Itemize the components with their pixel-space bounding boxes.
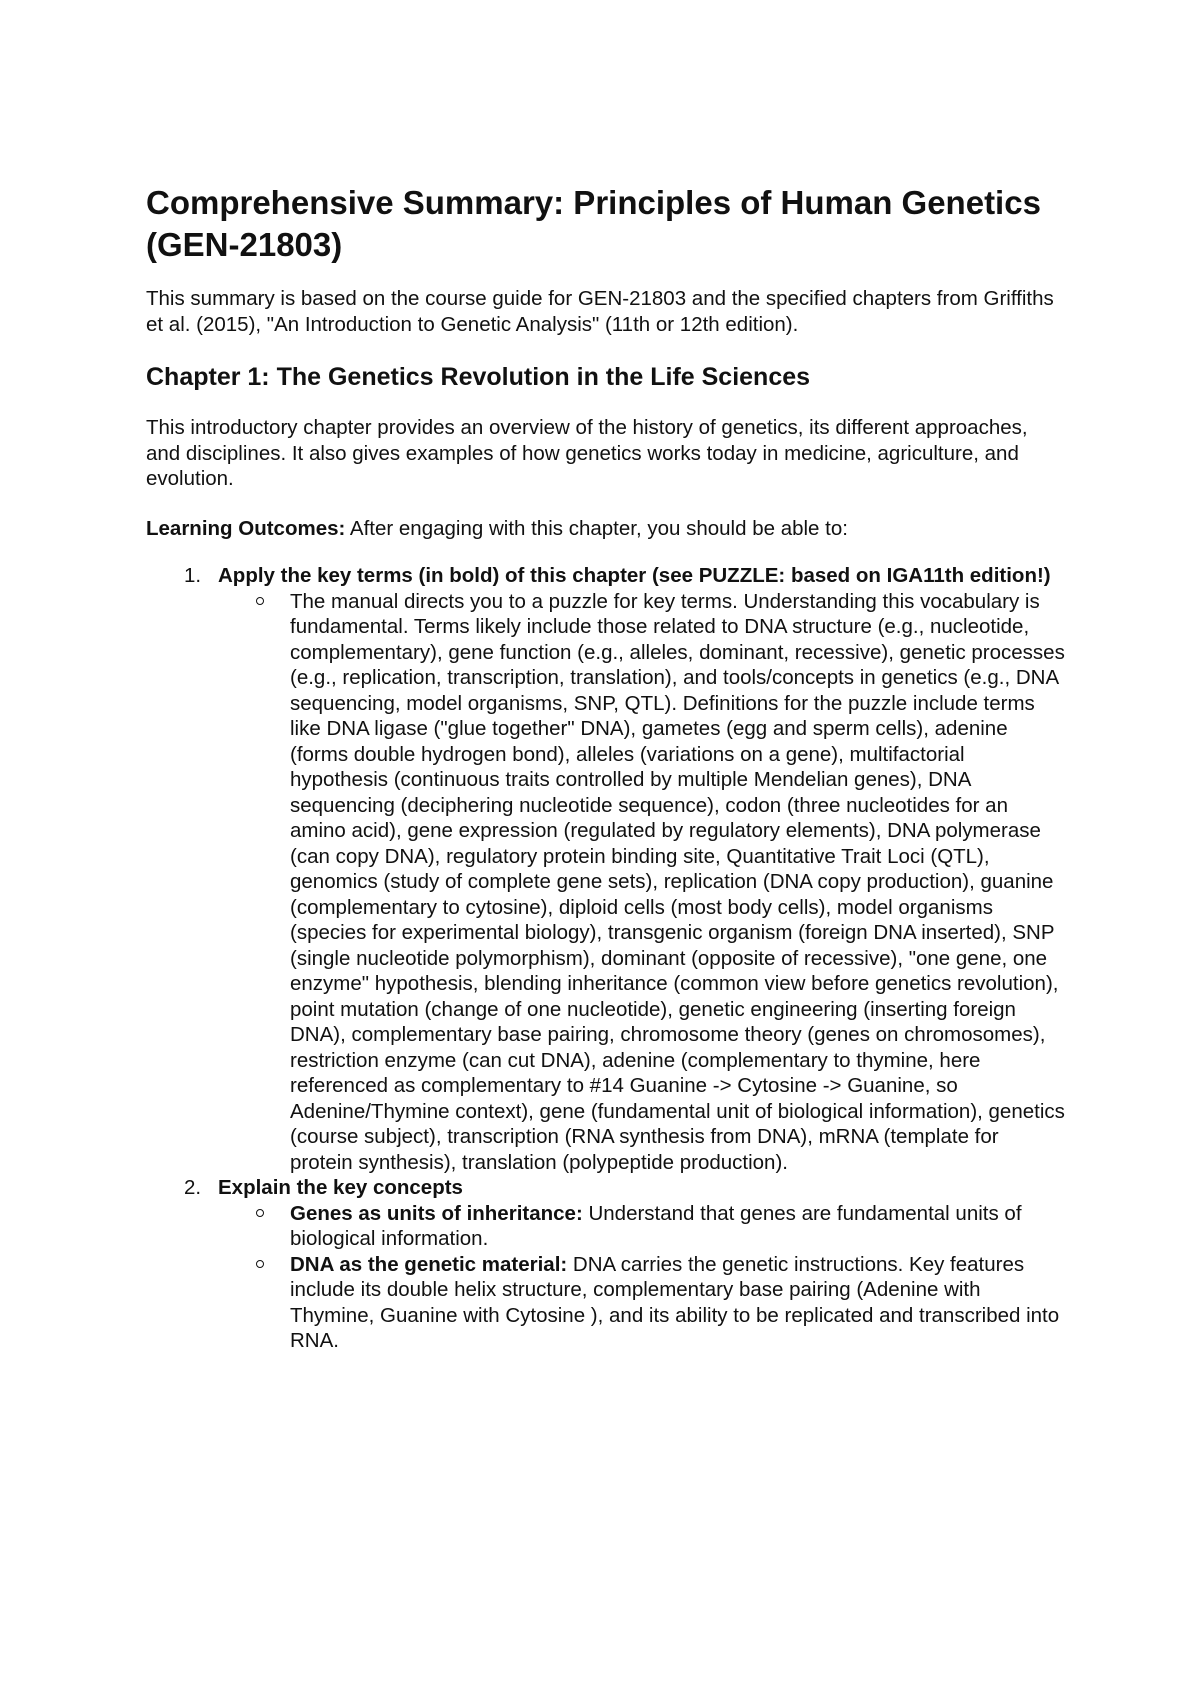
chapter-heading: Chapter 1: The Genetics Revolution in the Life Sciences <box>146 363 811 391</box>
hollow-circle-bullet-icon <box>256 1260 264 1268</box>
sub-bullet-text: DNA carries the genetic instructions. Key features include its double helix structure, complementary base pairing (Adenine with Thymine, Guanine with Cytosine ), and its ability to be replicated and transcribed into RNA. <box>290 1252 1060 1352</box>
chapter-description: This introductory chapter provides an overview of the history of genetics, its different approaches, and disciplines. It also gives examples of how genetics works today in medicine, agriculture, and evolution. <box>146 416 1028 490</box>
outcome-item <box>146 1175 1066 1354</box>
outcome-number: 2. <box>184 1176 202 1199</box>
outcome-number: 1. <box>184 564 202 587</box>
hollow-circle-bullet-icon <box>256 597 264 605</box>
learning-outcomes-label: Learning Outcomes: <box>146 516 346 540</box>
sub-bullet-text: Understand that genes are fundamental units of biological information. <box>290 1201 1022 1250</box>
sub-bullet-text: The manual directs you to a puzzle for key terms. Understanding this vocabulary is fundamental. Terms likely include those related to DNA structure (e.g., nucleotide, complementary), gene function (e.g., alleles, dominant, recessive), genetic processes (e.g., replication, transcription, translation), and tools/concepts in genetics (e.g., DNA sequencing, model organisms, SNP, QTL). Definitions for the puzzle include terms like DNA ligase ("glue together" DNA), gametes (egg and sperm cells), adenine (forms double hydrogen bond), alleles (variations on a gene), multifactorial hypothesis (continuous traits controlled by multiple Mendelian genes), DNA sequencing (deciphering nucleotide sequence), codon (three nucleotides for an amino acid), gene expression (regulated by regulatory elements), DNA polymerase (can copy DNA), regulatory protein binding site, Quantitative Trait Loci (QTL), genomics (study of complete gene sets), replication (DNA copy production), guanine (complementary to cytosine), diploid cells (most body cells), model organisms (species for experimental biology), transgenic organism (foreign DNA inserted), SNP (single nucleotide polymorphism), dominant (opposite of recessive), "one gene, one enzyme" hypothesis, blending inheritance (common view before genetics revolution), point mutation (change of one nucleotide), genetic engineering (inserting foreign DNA), complementary base pairing, chromosome theory (genes on chromosomes), restriction enzyme (can cut DNA), adenine (complementary to thymine, here referenced as complementary to #14 Guanine -> Cytosine -> Guanine, so Adenine/Thymine context), gene (fundamental unit of biological information), genetics (course subject), transcription (RNA synthesis from DNA), mRNA (template for protein synthesis), translation (polypeptide production). <box>290 589 1065 1174</box>
sub-bullet-item <box>146 1201 1066 1252</box>
sub-bullet-item <box>146 589 1066 1176</box>
sub-bullet-item <box>146 1252 1066 1354</box>
outcome-sublist <box>146 589 1066 1176</box>
outcome-title: Explain the key concepts <box>218 1176 463 1199</box>
sub-bullet-label: Genes as units of inheritance: <box>290 1201 583 1225</box>
hollow-circle-bullet-icon <box>256 1209 264 1217</box>
outcome-sublist <box>146 1201 1066 1354</box>
learning-outcomes-text: After engaging with this chapter, you should be able to: <box>345 516 848 540</box>
intro-paragraph: This summary is based on the course guide for GEN-21803 and the specified chapters from Griffiths et al. (2015), "An Introduction to Genetic Analysis" (11th or 12th edition). <box>146 287 1054 336</box>
outcome-title: Apply the key terms (in bold) of this chapter (see PUZZLE: based on IGA11th edition!) <box>218 564 1051 587</box>
document-title: Comprehensive Summary: Principles of Human Genetics (GEN-21803) <box>146 184 1041 263</box>
sub-bullet-label: DNA as the genetic material: <box>290 1252 568 1276</box>
outcomes-list <box>146 563 1066 1354</box>
outcome-item <box>146 563 1066 1175</box>
learning-outcomes-line <box>146 516 1066 542</box>
document-content <box>146 182 1066 1354</box>
